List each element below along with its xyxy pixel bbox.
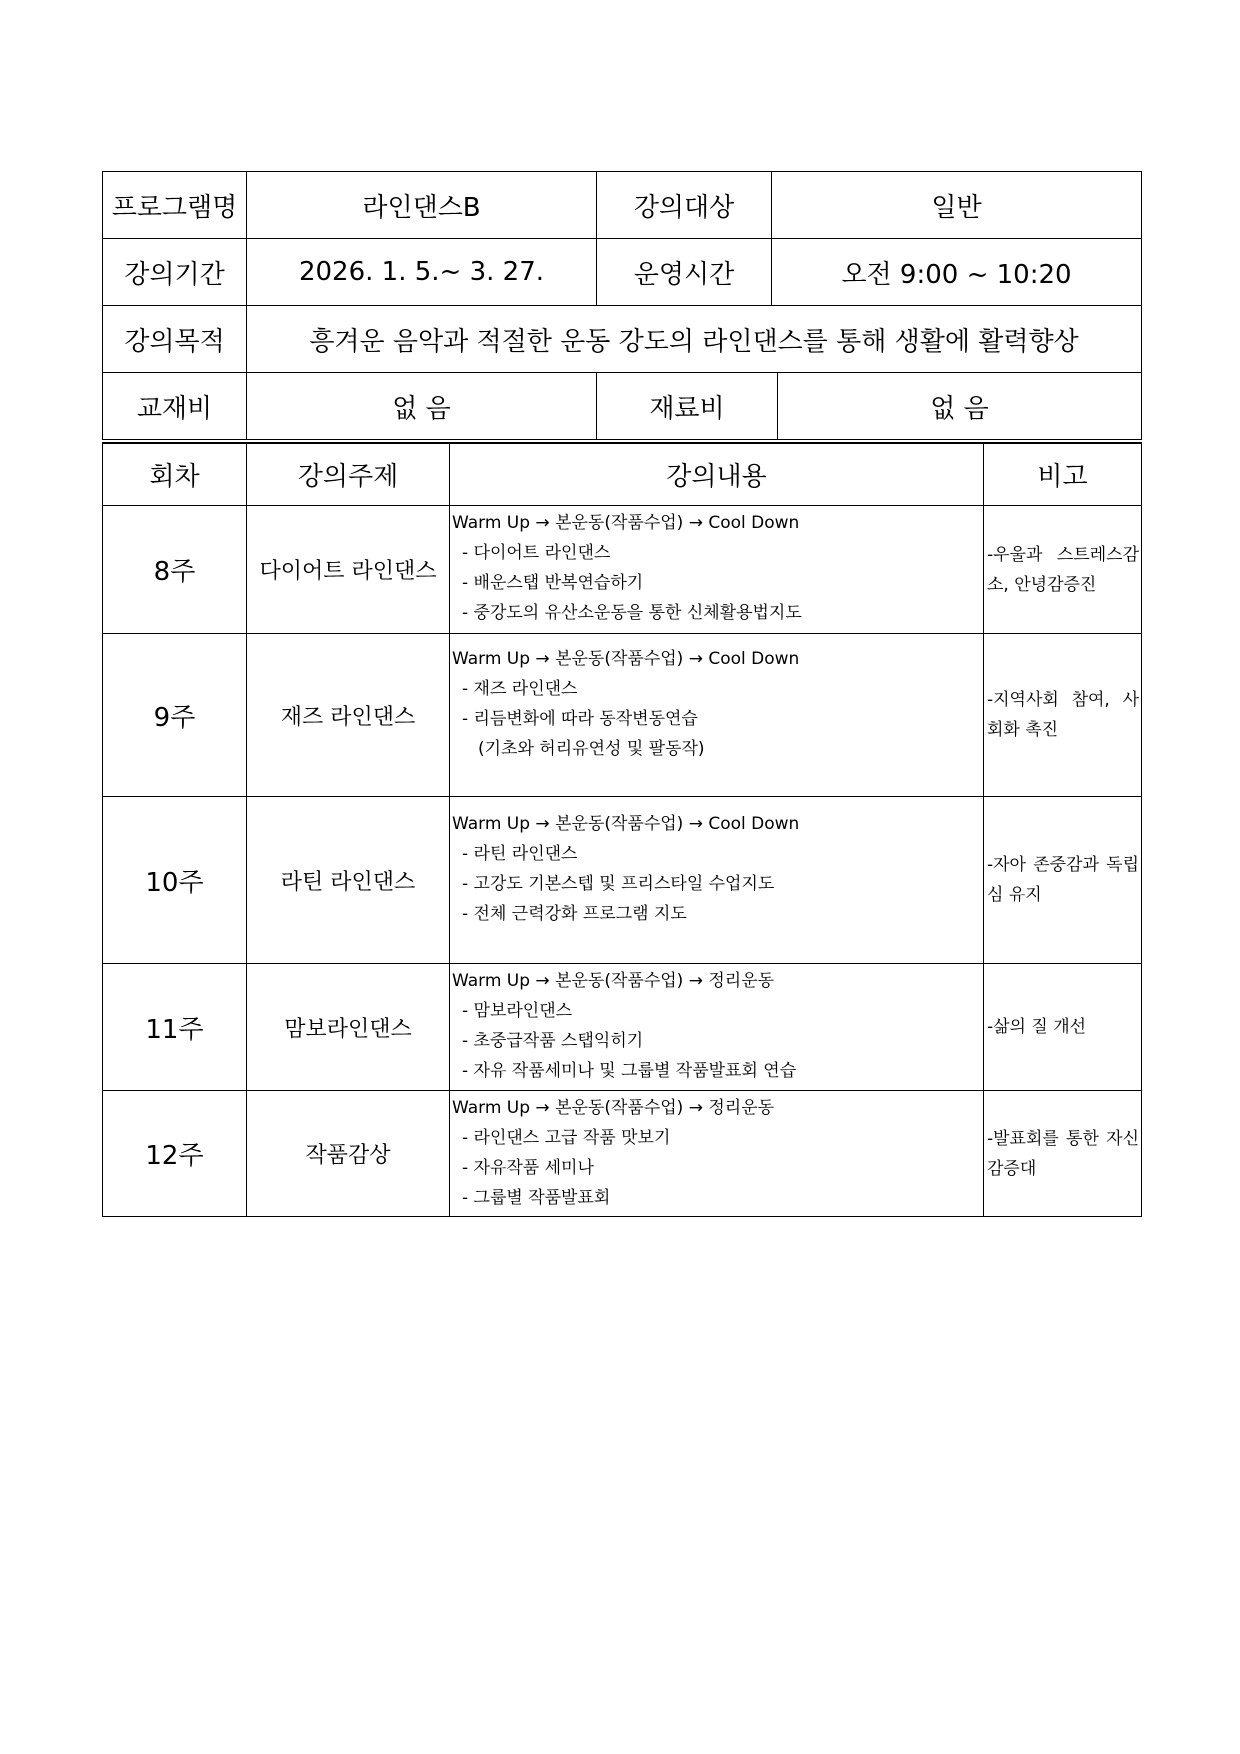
- topic-cell: 재즈 라인댄스: [247, 634, 450, 797]
- content-subitem: (기초와 허리유연성 및 팔동작): [478, 739, 705, 759]
- period-row: [103, 239, 1142, 306]
- time-value: 오전 9:00 ~ 10:20: [772, 239, 1142, 306]
- content-item: - 전체 근력강화 프로그램 지도: [462, 904, 687, 924]
- table-row: [103, 506, 1142, 634]
- material-value: 없 음: [778, 373, 1142, 440]
- content-item: - 맘보라인댄스: [462, 1001, 573, 1021]
- period-label: 강의기간: [103, 239, 247, 306]
- period-value: 2026. 1. 5.~ 3. 27.: [247, 239, 597, 306]
- content-item: - 라인댄스 고급 작품 맛보기: [462, 1128, 671, 1148]
- topic-cell: 라틴 라인댄스: [247, 797, 450, 964]
- week-cell: 12주: [103, 1091, 247, 1217]
- table-row: [103, 797, 1142, 964]
- content-item: - 재즈 라인댄스: [462, 679, 578, 699]
- target-label: 강의대상: [597, 172, 772, 239]
- topic-cell: 작품감상: [247, 1091, 450, 1217]
- textbook-label: 교재비: [103, 373, 247, 440]
- table-row: [103, 634, 1142, 797]
- content-item: - 라틴 라인댄스: [462, 844, 578, 864]
- content-item: - 자유작품 세미나: [462, 1158, 594, 1178]
- table-row: [103, 1091, 1142, 1217]
- flow-line: Warm Up → 본운동(작품수업) → Cool Down: [452, 513, 800, 533]
- content-cell: [450, 797, 984, 964]
- content-item: - 고강도 기본스텝 및 프리스타일 수업지도: [462, 874, 775, 894]
- content-cell: [450, 964, 984, 1091]
- target-value: 일반: [772, 172, 1142, 239]
- flow-line: Warm Up → 본운동(작품수업) → Cool Down: [452, 649, 800, 669]
- content-item: - 다이어트 라인댄스: [462, 543, 611, 563]
- program-row: [103, 172, 1142, 239]
- note-text: -발표회를 통한 자신감증대: [987, 1128, 1139, 1179]
- topic-cell: 다이어트 라인댄스: [247, 506, 450, 634]
- content-cell: [450, 506, 984, 634]
- flow-line: Warm Up → 본운동(작품수업) → Cool Down: [452, 814, 800, 834]
- program-info-table: [102, 171, 1142, 440]
- week-header: 회차: [103, 443, 247, 506]
- note-header: 비고: [984, 443, 1142, 506]
- week-cell: 8주: [103, 506, 247, 634]
- goal-row: [103, 306, 1142, 373]
- content-item: - 초중급작품 스탭익히기: [462, 1031, 644, 1051]
- topic-header: 강의주제: [247, 443, 450, 506]
- note-cell: [984, 964, 1142, 1091]
- schedule-header-row: [103, 443, 1142, 506]
- material-label: 재료비: [597, 373, 778, 440]
- document-page: [102, 171, 1141, 1217]
- note-text: -지역사회 참여, 사회화 촉진: [987, 690, 1139, 740]
- cost-row: [103, 373, 1142, 440]
- time-label: 운영시간: [597, 239, 772, 306]
- note-text: -자아 존중감과 독립심 유지: [987, 855, 1139, 905]
- program-value: 라인댄스B: [247, 172, 597, 239]
- content-item: - 그룹별 작품발표회: [462, 1188, 611, 1208]
- topic-cell: 맘보라인댄스: [247, 964, 450, 1091]
- note-text: -삶의 질 개선: [987, 1017, 1087, 1037]
- note-cell: [984, 1091, 1142, 1217]
- content-item: - 배운스탭 반복연습하기: [462, 573, 644, 593]
- week-cell: 11주: [103, 964, 247, 1091]
- flow-line: Warm Up → 본운동(작품수업) → 정리운동: [452, 1098, 775, 1118]
- flow-line: Warm Up → 본운동(작품수업) → 정리운동: [452, 971, 775, 991]
- textbook-value: 없 음: [247, 373, 597, 440]
- note-cell: [984, 797, 1142, 964]
- content-cell: [450, 1091, 984, 1217]
- program-label: 프로그램명: [103, 172, 247, 239]
- note-cell: [984, 634, 1142, 797]
- content-cell: [450, 634, 984, 797]
- note-text: -우울과 스트레스감소, 안녕감증진: [987, 544, 1139, 595]
- content-header: 강의내용: [450, 443, 984, 506]
- week-cell: 10주: [103, 797, 247, 964]
- content-item: - 자유 작품세미나 및 그룹별 작품발표회 연습: [462, 1061, 797, 1081]
- goal-value: 흥겨운 음악과 적절한 운동 강도의 라인댄스를 통해 생활에 활력향상: [247, 306, 1142, 373]
- note-cell: [984, 506, 1142, 634]
- content-item: - 중강도의 유산소운동을 통한 신체활용법지도: [462, 603, 802, 623]
- schedule-table: [102, 442, 1142, 1217]
- week-cell: 9주: [103, 634, 247, 797]
- table-row: [103, 964, 1142, 1091]
- goal-label: 강의목적: [103, 306, 247, 373]
- content-item: - 리듬변화에 따라 동작변동연습: [462, 709, 698, 729]
